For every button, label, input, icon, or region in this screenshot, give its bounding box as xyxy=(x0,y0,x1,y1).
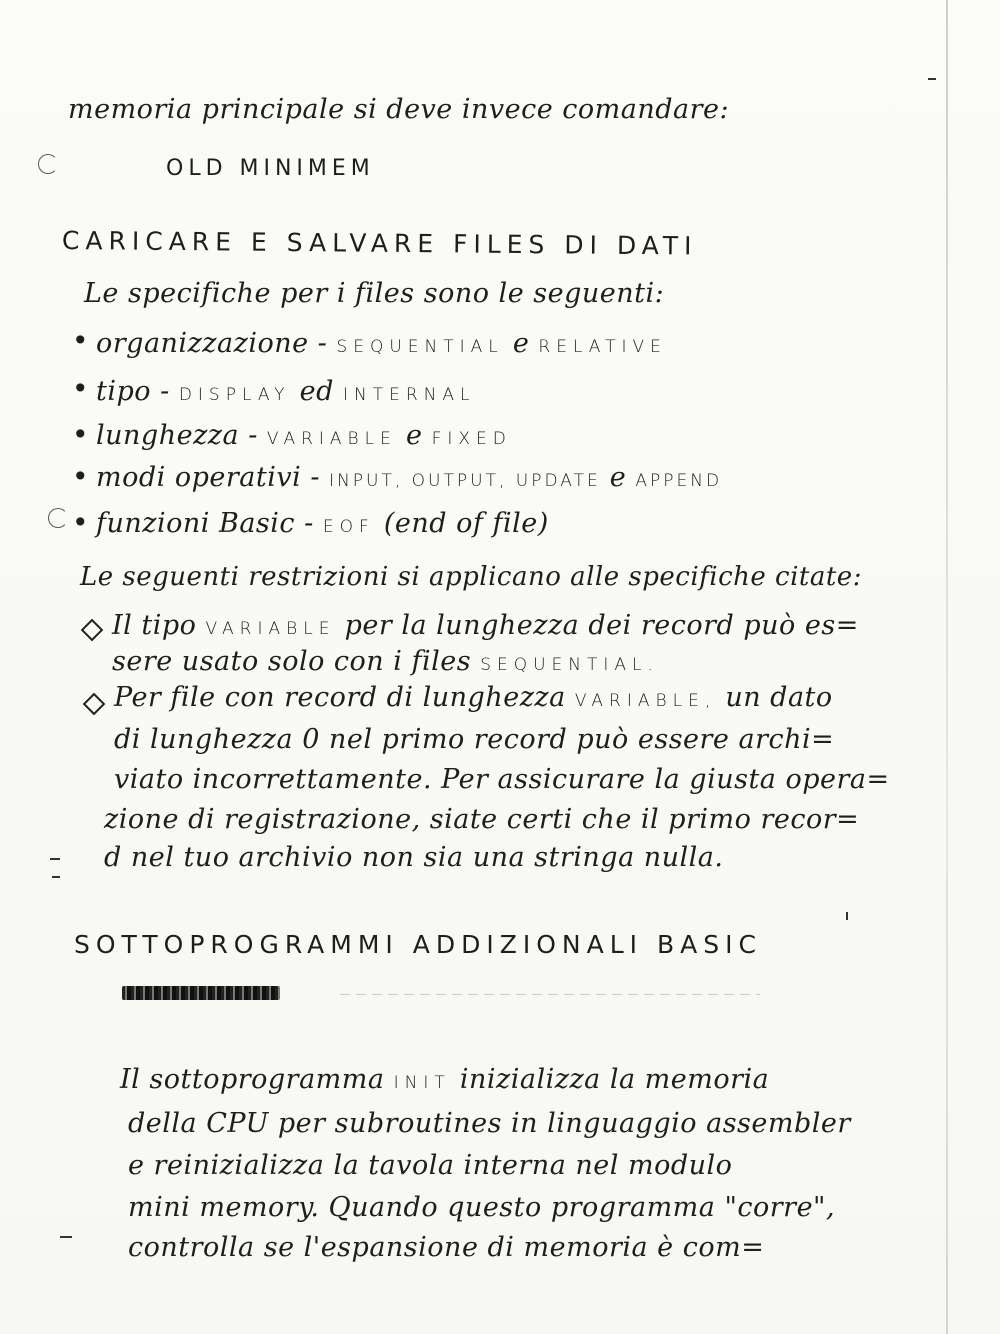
caps-term: FIXED xyxy=(431,429,512,449)
punch-hole-middle xyxy=(48,508,68,528)
bullet-label: tipo - xyxy=(96,376,170,407)
margin-mark xyxy=(50,858,60,860)
bullet-lunghezza xyxy=(96,420,512,451)
text-run: sere usato solo con i files xyxy=(112,646,472,677)
paragraph-line-4: mini memory. Quando questo programma "corre", xyxy=(128,1192,836,1223)
command-old-minimem: OLD MINIMEM xyxy=(166,156,375,181)
caps-term: SEQUENTIAL xyxy=(336,337,504,357)
caps-term: EOF xyxy=(322,517,375,537)
bullet-modi-operativi xyxy=(96,462,722,493)
redacted-label xyxy=(122,986,280,1000)
caps-term: INPUT, OUTPUT, UPDATE xyxy=(329,471,601,491)
punch-hole-top xyxy=(38,154,58,174)
text-line-specifiche: Le specifiche per i files sono le seguenti: xyxy=(84,278,665,309)
margin-mark xyxy=(52,876,60,878)
section-heading-files: CARICARE E SALVARE FILES DI DATI xyxy=(61,226,698,261)
conjunction: e xyxy=(609,462,627,493)
caps-term: VARIABLE xyxy=(205,619,336,639)
conjunction: e xyxy=(406,420,423,451)
parenthetical: (end of file) xyxy=(383,508,549,539)
bullet-dot: • xyxy=(72,418,89,451)
margin-mark xyxy=(928,78,936,80)
conjunction: e xyxy=(512,328,530,359)
margin-mark xyxy=(60,1236,72,1238)
text-run: Il tipo xyxy=(112,610,197,641)
paragraph-line-5: controlla se l'espansione di memoria è com= xyxy=(128,1232,765,1263)
restriction-2-line-3: viato incorrettamente. Per assicurare la giusta opera= xyxy=(114,764,890,795)
restriction-1-line-2 xyxy=(112,646,659,677)
caps-term: INTERNAL xyxy=(342,385,476,405)
margin-mark xyxy=(846,912,848,920)
caps-term: RELATIVE xyxy=(538,337,667,357)
bullet-dot: • xyxy=(72,324,89,357)
bullet-label: modi operativi - xyxy=(96,462,320,493)
caps-term: VARIABLE xyxy=(266,429,397,449)
bullet-dot: • xyxy=(72,460,89,493)
restriction-2-line-5: d nel tuo archivio non sia una stringa nulla. xyxy=(104,842,724,873)
bullet-label: organizzazione - xyxy=(96,328,328,359)
text-run: Per file con record di lunghezza xyxy=(114,682,566,713)
restriction-2-line-4: zione di registrazione, siate certi che il primo recor= xyxy=(104,804,860,835)
page-edge-shadow xyxy=(946,0,948,1334)
diamond-bullet-icon xyxy=(81,619,104,642)
bullet-organizzazione xyxy=(96,328,667,359)
diamond-bullet-icon xyxy=(83,693,106,716)
conjunction: ed xyxy=(299,376,334,407)
bullet-funzioni-basic xyxy=(96,508,549,539)
section-heading-sottoprogrammi: SOTTOPROGRAMMI ADDIZIONALI BASIC xyxy=(74,930,762,959)
caps-term: DISPLAY xyxy=(178,385,291,405)
bullet-label: lunghezza - xyxy=(96,420,258,451)
restriction-1-line-1 xyxy=(112,610,859,641)
bullet-tipo xyxy=(96,376,475,407)
caps-term: INIT xyxy=(393,1073,451,1093)
restriction-2-line-2: di lunghezza 0 nel primo record può essere archi= xyxy=(114,724,835,755)
text-line-1: memoria principale si deve invece comandare: xyxy=(68,94,730,125)
bullet-label: funzioni Basic - xyxy=(96,508,314,539)
restriction-2-line-1 xyxy=(114,682,833,713)
paragraph-line-3: e reinizializza la tavola interna nel modulo xyxy=(128,1150,733,1181)
paragraph-line-2: della CPU per subroutines in linguaggio assembler xyxy=(128,1108,851,1139)
caps-term: VARIABLE, xyxy=(574,691,717,711)
text-run: inizializza la memoria xyxy=(459,1064,770,1095)
paragraph-line-1 xyxy=(120,1064,769,1095)
text-run: per la lunghezza dei record può es= xyxy=(344,610,859,641)
faint-rule xyxy=(340,994,760,995)
bullet-dot: • xyxy=(72,372,89,405)
bullet-dot: • xyxy=(72,506,89,539)
text-run: Il sottoprogramma xyxy=(120,1064,385,1095)
text-line-restrizioni: Le seguenti restrizioni si applicano alle specifiche citate: xyxy=(80,562,862,592)
caps-term: SEQUENTIAL. xyxy=(480,655,659,675)
text-run: un dato xyxy=(725,682,833,713)
caps-term: APPEND xyxy=(635,471,723,491)
